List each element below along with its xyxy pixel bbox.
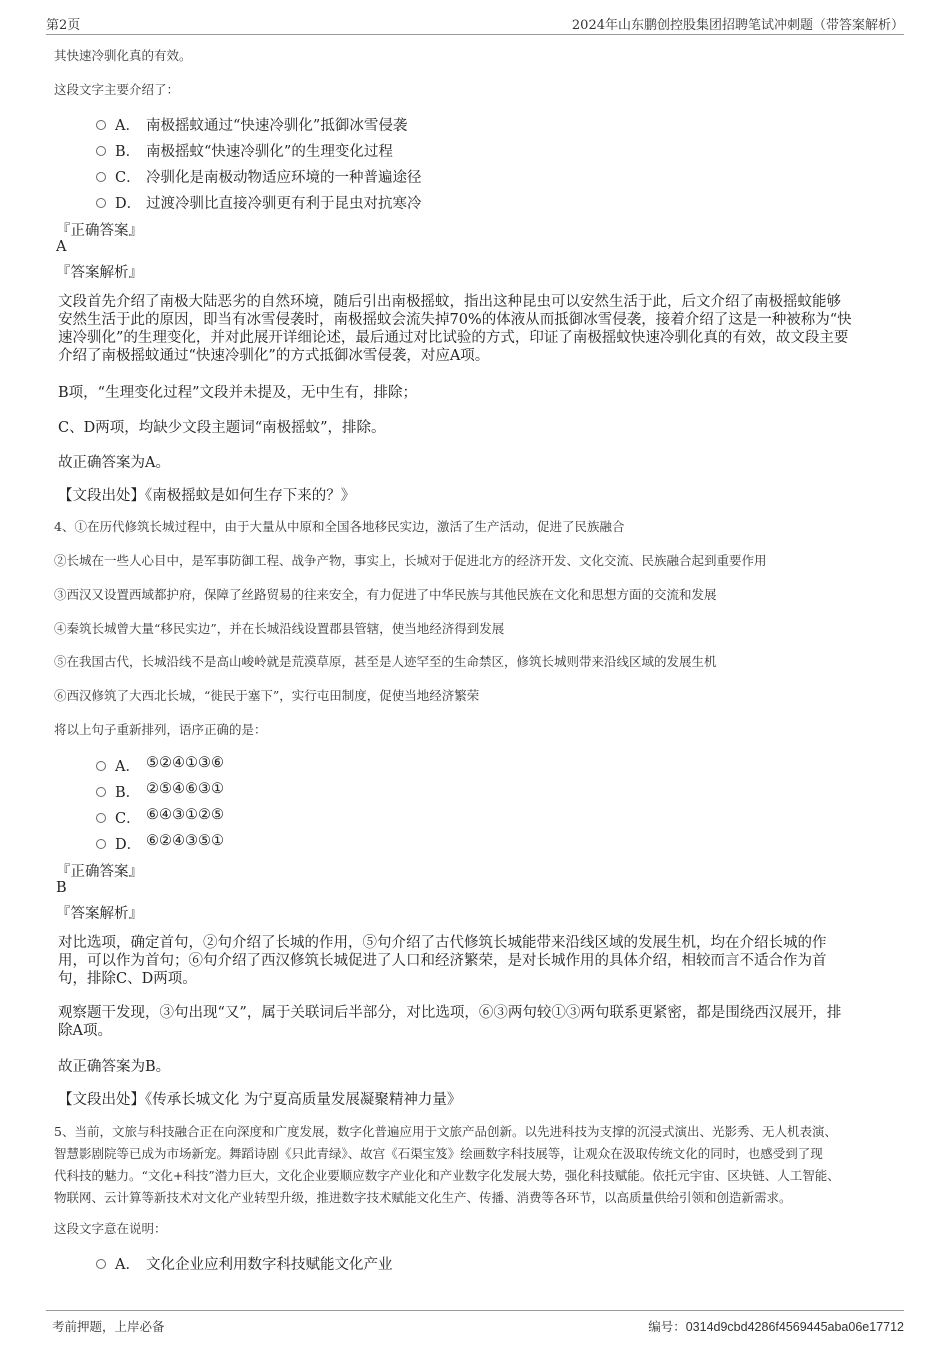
q4-sentence-1: 4、①在历代修筑长城过程中，由于大量从中原和全国各地移民实边，激活了生产活动，促进了民族融合: [54, 519, 625, 534]
radio-button-icon[interactable]: [96, 761, 106, 771]
q3-analysis-b: B项，“生理变化过程”文段并未提及，无中生有，排除；: [58, 385, 417, 401]
q4-sentence-2: ②长城在一些人心目中，是军事防御工程、战争产物，事实上，长城对于促进北方的经济开发、文化交流、民族融合起到重要作用: [54, 553, 767, 568]
q3-stem-tail: 其快速冷驯化真的有效。: [54, 48, 192, 63]
document-title: 2024年山东鹏创控股集团招聘笔试冲刺题（带答案解析）: [571, 18, 904, 33]
page-number: 第2页: [46, 18, 81, 33]
radio-button-icon[interactable]: [96, 172, 106, 182]
q4-analysis-paragraph-2: 观察题干发现，③句出现“又”，属于关联词后半部分，对比选项，⑥③两句较①③两句联系更紧密，都是围绕西汉展开，排 除A项。: [58, 1005, 842, 1039]
q4-sentence-3: ③西汉又设置西域都护府，保障了丝路贸易的往来安全，有力促进了中华民族与其他民族在文化和思想方面的交流和发展: [54, 587, 717, 602]
q4-answer-label: 『正确答案』: [56, 864, 143, 880]
q5-stem: 5、当前，文旅与科技融合正在向深度和广度发展，数字化普遍应用于文旅产品创新。以先进科技为支撑的沉浸式演出、光影秀、无人机表演、 智慧影剧院等已成为市场新宠。舞蹈诗剧《只此青绿》、故宫《石渠宝笈》绘画数字科技展等，让观众在汲取传统文化的同时，也感受到了现 代科技的魅力。“文化+科技”潜力巨大，文化企业要顺应数字产业化和产业数字化发展大势，强化科技赋能。依托元宇宙、区块链、人工智能、 物联网、云计算等新技术对文化产业转型升级，推进数字技术赋能文化生产、传播、消费等各环节，以高质量供给引领和创造新需求。: [54, 1124, 840, 1205]
q4-sentence-4: ④秦筑长城曾大量“移民实边”，并在长城沿线设置郡县管辖，使当地经济得到发展: [54, 621, 505, 636]
q3-analysis-paragraph: 文段首先介绍了南极大陆恶劣的自然环境，随后引出南极摇蚊，指出这种昆虫可以安然生活于此，后文介绍了南极摇蚊能够 安然生活于此的原因，即当有冰雪侵袭时，南极摇蚊会流失掉70%的体液从而抵御冰雪侵袭，接着介绍了这是一种被称为“快 速冷驯化”的生理变化，并对此展开详细论述，最后通过对比试验的方式，印证了南极摇蚊快速冷驯化真的有效，故文段主要 介绍了南极摇蚊通过“快速冷驯化”的方式抵御冰雪侵袭，对应A项。: [58, 294, 852, 364]
q3-conclusion: 故正确答案为A。: [58, 455, 170, 471]
footer-slogan: 考前押题，上岸必备: [52, 1319, 165, 1334]
radio-button-icon[interactable]: [96, 146, 106, 156]
q4-sentence-5: ⑤在我国古代，长城沿线不是高山峻岭就是荒漠草原，甚至是人迹罕至的生命禁区，修筑长城则带来沿线区域的发展生机: [54, 654, 717, 669]
radio-button-icon[interactable]: [96, 839, 106, 849]
footer-code: 编号：0314d9cbd4286f4569445aba06e17712: [648, 1319, 904, 1334]
q3-analysis-cd: C、D两项，均缺少文段主题词“南极摇蚊”，排除。: [58, 420, 386, 436]
q3-answer: A: [56, 239, 67, 255]
radio-button-icon[interactable]: [96, 198, 106, 208]
q4-sentence-6: ⑥西汉修筑了大西北长城，“徙民于塞下”，实行屯田制度，促使当地经济繁荣: [54, 688, 480, 703]
page-header: [46, 12, 904, 35]
q3-source: 【文段出处】《南极摇蚊是如何生存下来的？》: [58, 488, 356, 504]
q4-conclusion: 故正确答案为B。: [58, 1059, 171, 1075]
radio-button-icon[interactable]: [96, 787, 106, 797]
q3-prompt: 这段文字主要介绍了：: [54, 82, 180, 97]
q3-answer-label: 『正确答案』: [56, 223, 143, 239]
radio-button-icon[interactable]: [96, 1259, 106, 1269]
q4-answer: B: [56, 880, 67, 896]
radio-button-icon[interactable]: [96, 120, 106, 130]
q4-analysis-label: 『答案解析』: [56, 906, 143, 922]
q3-analysis-label: 『答案解析』: [56, 265, 143, 281]
q4-source: 【文段出处】《传承长城文化 为宁夏高质量发展凝聚精神力量》: [58, 1092, 462, 1108]
q4-prompt: 将以上句子重新排列，语序正确的是：: [54, 722, 267, 737]
q4-analysis-paragraph-1: 对比选项，确定首句，②句介绍了长城的作用，⑤句介绍了古代修筑长城能带来沿线区域的发展生机，均在介绍长城的作 用，可以作为首句；⑥句介绍了西汉修筑长城促进了人口和经济繁荣，是对长城作用的具体介绍，相较而言不适合作为首 句，排除C、D两项。: [58, 935, 827, 987]
page-footer: [46, 1310, 904, 1339]
radio-button-icon[interactable]: [96, 813, 106, 823]
q5-prompt: 这段文字意在说明：: [54, 1221, 167, 1236]
